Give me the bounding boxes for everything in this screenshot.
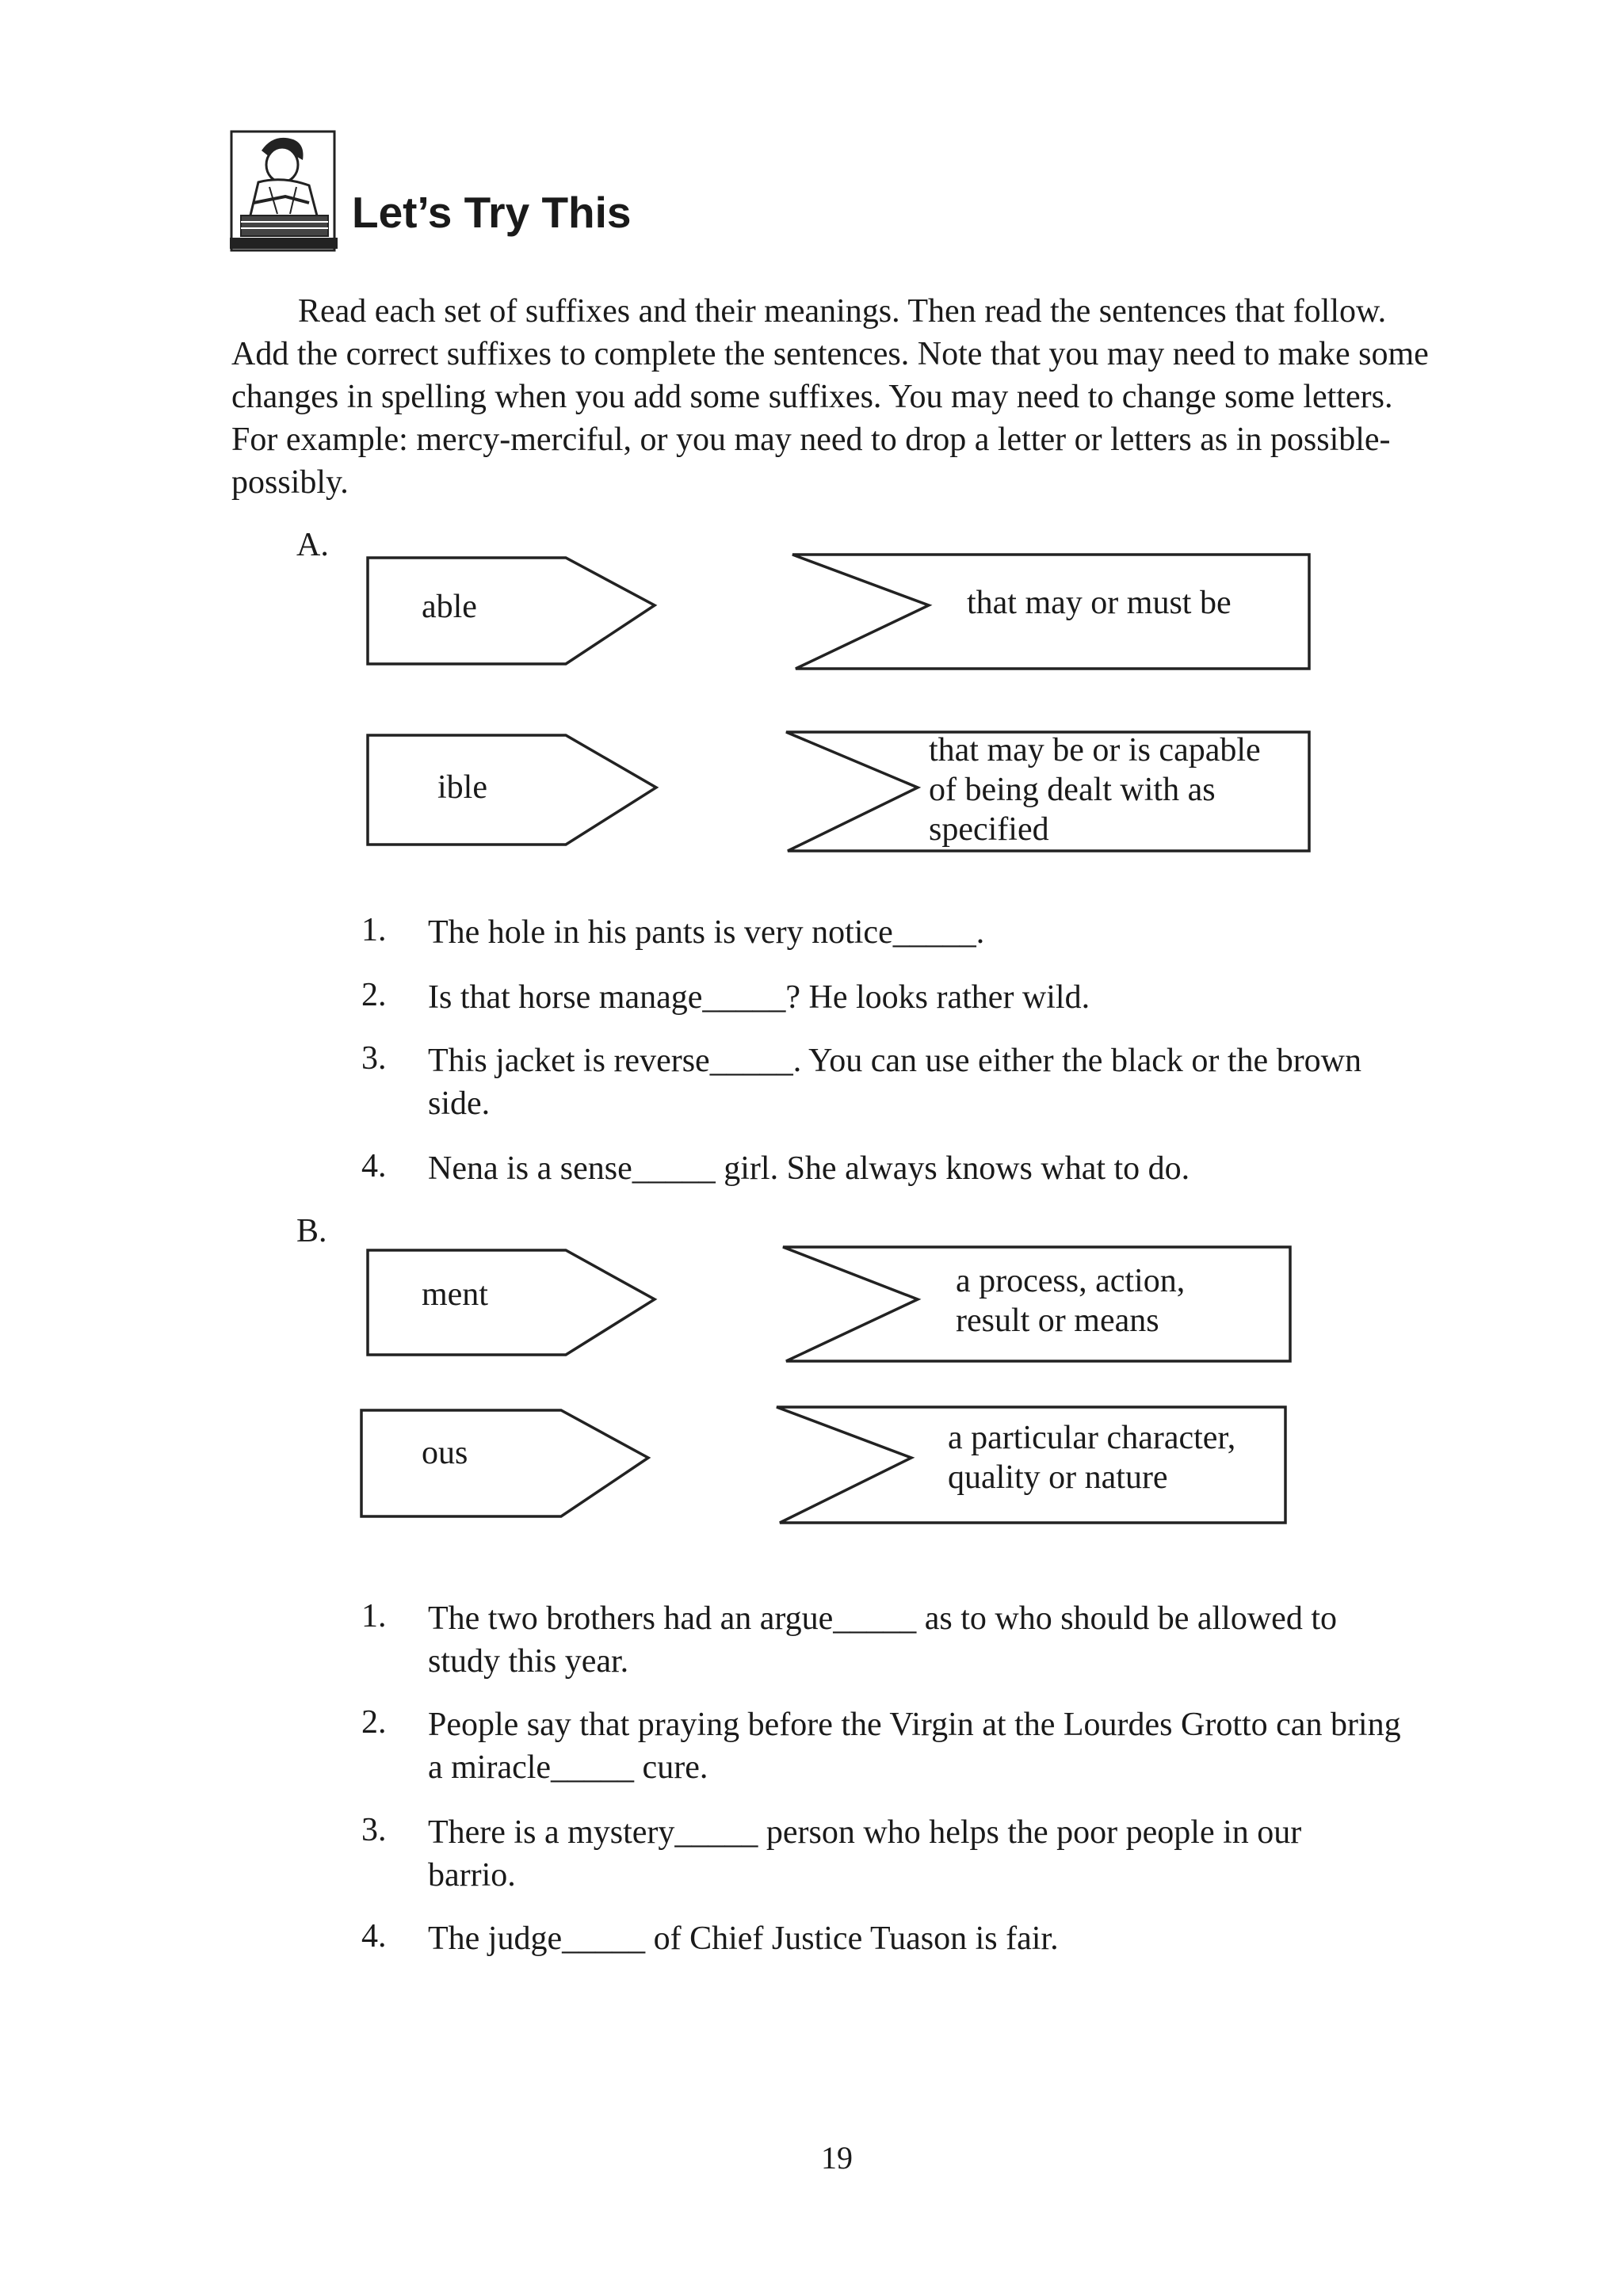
suffix-box-able: [368, 558, 655, 664]
exercise-sentence: Is that horse manage_____? He looks rather wild.: [428, 979, 1090, 1016]
page-title: Let’s Try This: [352, 188, 632, 237]
suffix-label: ment: [422, 1276, 488, 1313]
exercise-sentence: There is a mystery_____ person who helps the poor people in our barrio.: [428, 1814, 1302, 1894]
exercise-sentence: Nena is a sense_____ girl. She always knows what to do.: [428, 1150, 1190, 1187]
item-number: 2.: [361, 1704, 387, 1741]
suffix-label: ous: [422, 1435, 468, 1471]
suffix-box-ment: [368, 1250, 655, 1355]
item-number: 4.: [361, 1148, 387, 1184]
exercise-sentence: The judge_____ of Chief Justice Tuason is fair.: [428, 1920, 1059, 1957]
item-number: 4.: [361, 1918, 387, 1955]
section-a-letter: A.: [296, 527, 329, 563]
exercise-sentence: People say that praying before the Virgin at the Lourdes Grotto can bring a miracle_____ cure.: [428, 1707, 1401, 1786]
item-number: 3.: [361, 1040, 387, 1077]
suffix-label: ible: [437, 769, 487, 806]
suffix-label: able: [422, 589, 477, 625]
item-number: 2.: [361, 977, 387, 1013]
suffix-box-ible: [368, 735, 656, 845]
item-number: 3.: [361, 1812, 387, 1848]
instructions-text: Read each set of suffixes and their meanings. Then read the sentences that follow. Add the correct suffixes to complete the sentences. Note that you may need to make some changes in spelling when you add some suffixes. You may need to change some letters. For example: mercy-merciful, or you may need to drop a letter or letters as in possible-possibly.: [231, 293, 1429, 501]
exercise-sentence: The two brothers had an argue_____ as to who should be allowed to study this year.: [428, 1600, 1337, 1680]
section-b-letter: B.: [296, 1213, 327, 1249]
suffix-box-ous: [361, 1410, 648, 1516]
suffix-meaning: a particular character, quality or nature: [948, 1420, 1236, 1496]
item-number: 1.: [361, 1598, 387, 1634]
suffix-meaning: a process, action, result or means: [956, 1263, 1186, 1339]
item-number: 1.: [361, 912, 387, 948]
exercise-sentence: The hole in his pants is very notice_____.: [428, 914, 985, 951]
page-number: 19: [821, 2140, 853, 2176]
suffix-meaning: that may or must be: [967, 585, 1232, 621]
exercise-sentence: This jacket is reverse_____. You can use either the black or the brown side.: [428, 1043, 1362, 1122]
suffix-meaning: that may be or is capable of being dealt with as specified: [929, 732, 1261, 848]
